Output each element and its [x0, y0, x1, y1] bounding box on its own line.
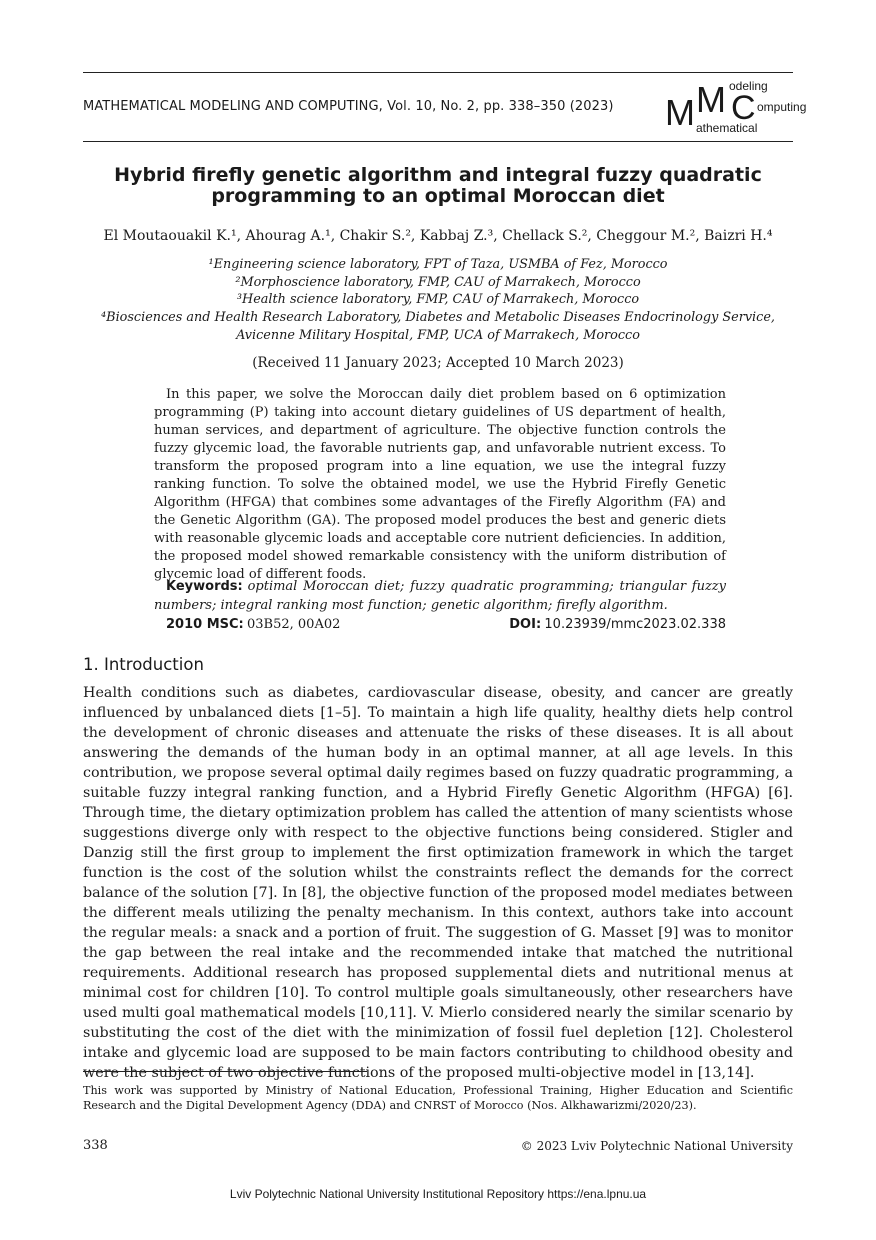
keywords-block — [154, 577, 726, 615]
logo-word-athematical: athematical — [696, 121, 758, 135]
mmc-journal-logo — [663, 79, 807, 137]
msc-label: 2010 MSC: — [166, 617, 244, 632]
header-bottom-rule — [83, 141, 793, 142]
keywords-label: Keywords: — [166, 579, 243, 594]
journal-citation: MATHEMATICAL MODELING AND COMPUTING, Vol. 10, No. 2, pp. 338–350 (2023) — [83, 99, 614, 114]
paper-title: Hybrid firefly genetic algorithm and integral fuzzy quadratic programming to an optimal Moroccan diet — [114, 164, 762, 207]
introduction-paragraph: Health conditions such as diabetes, cardiovascular disease, obesity, and cancer are greatly influenced by unbalanced diets [1–5]. To maintain a high life quality, healthy diets help control the development of chronic diseases and attenuate the risks of these diseases. It is all about answering the demands of the human body in an optimal manner, at all age levels. In this contribution, we propose several optimal daily regimes based on fuzzy quadratic programming, a suitable fuzzy integral ranking function, and a Hybrid Firefly Genetic Algorithm (HFGA) [6]. Through time, the dietary optimization problem has called the attention of many scientists whose suggestions diverge only with respect to the objective functions being considered. Stigler and Danzig still the first group to implement the first optimization framework in which the target function is the cost of the solution whilst the constraints reflect the demands for the correct balance of the solution [7]. In [8], the objective function of the proposed model mediates between the different meals utilizing the penalty mechanism. In this context, authors take into account the regular meals: a snack and a portion of fruit. The suggestion of G. Masset [9] was to monitor the gap between the real intake and the recommended intake that matched the nutritional requirements. Additional research has proposed supplemental diets and nutritional menus at minimal cost for children [10]. To control multiple goals simultaneously, other researchers have used multi goal mathematical models [10,11]. V. Mierlo considered nearly the similar scenario by substituting the cost of the diet with the minimization of fossil fuel depletion [12]. Cholesterol intake and glycemic load are supposed to be main factors contributing to childhood obesity and were the subject of two objective functions of the proposed multi-objective model in [13,14]. — [83, 685, 793, 1081]
affiliation-line: ¹Engineering science laboratory, FPT of Taza, USMBA of Fez, Morocco — [208, 257, 668, 272]
keywords-text: optimal Moroccan diet; fuzzy quadratic programming; triangular fuzzy numbers; integral ranking most function; genetic algorithm; firefly algorithm. — [154, 579, 726, 613]
footnote-rule — [83, 1071, 367, 1072]
received-dates: (Received 11 January 2023; Accepted 10 March 2023) — [252, 355, 624, 371]
affiliation-line: ²Morphoscience laboratory, FMP, CAU of Marrakech, Morocco — [235, 274, 641, 290]
logo-word-omputing: omputing — [757, 100, 807, 114]
classification-row — [166, 616, 726, 632]
section-heading-introduction: 1. Introduction — [83, 655, 204, 674]
affiliation-line: ⁴Biosciences and Health Research Laboratory, Diabetes and Metabolic Diseases Endocrinology Service, — [101, 310, 775, 326]
repository-watermark: Lviv Polytechnic National University Institutional Repository https://ena.lpnu.ua — [229, 1187, 647, 1201]
doi-value: 10.23939/mmc2023.02.338 — [544, 617, 726, 632]
logo-word-odeling: odeling — [729, 79, 768, 93]
logo-letter-m-upper: M — [696, 79, 726, 120]
doi-block — [509, 616, 726, 632]
header-top-rule — [83, 72, 793, 73]
doi-label: DOI: — [509, 617, 542, 632]
abstract-text: In this paper, we solve the Moroccan daily diet problem based on 6 optimization programming (P) taking into account dietary guidelines of US department of health, human services, and department of agriculture. The objective function controls the fuzzy glycemic load, the favorable nutrients gap, and unfavorable nutrient excess. To transform the proposed program into a line equation, we use the integral fuzzy ranking function. To solve the obtained model, we use the Hybrid Firefly Genetic Algorithm (HFGA) that combines some advantages of the Firefly Algorithm (FA) and the Genetic Algorithm (GA). The proposed model produces the best and generic diets with reasonable glycemic loads and acceptable core nutrient deficiencies. In addition, the proposed model showed remarkable consistency with the uniform distribution of glycemic load of different foods. — [154, 387, 726, 582]
msc-value: 03B52, 00A02 — [247, 617, 341, 632]
msc-block — [166, 616, 340, 632]
copyright-notice: © 2023 Lviv Polytechnic National University — [520, 1139, 793, 1153]
logo-letter-m-large: M — [665, 92, 695, 133]
page-number: 338 — [83, 1138, 108, 1153]
logo-letter-c: C — [731, 89, 756, 127]
affiliation-line: ³Health science laboratory, FMP, CAU of Marrakech, Morocco — [236, 292, 640, 308]
affiliation-list — [83, 256, 793, 345]
funding-footnote: This work was supported by Ministry of National Education, Professional Training, Higher Education and Scientific Research and the Digital Development Agency (DDA) and CNRST of Morocco (Nos. Alkhawarizmi/2020/23). — [83, 1084, 793, 1112]
author-list: El Moutaouakil K.¹, Ahourag A.¹, Chakir S.², Kabbaj Z.³, Chellack S.², Cheggour M.², Baizri H.⁴ — [103, 228, 773, 244]
affiliation-line: Avicenne Military Hospital, FMP, UCA of Marrakech, Morocco — [236, 327, 640, 343]
